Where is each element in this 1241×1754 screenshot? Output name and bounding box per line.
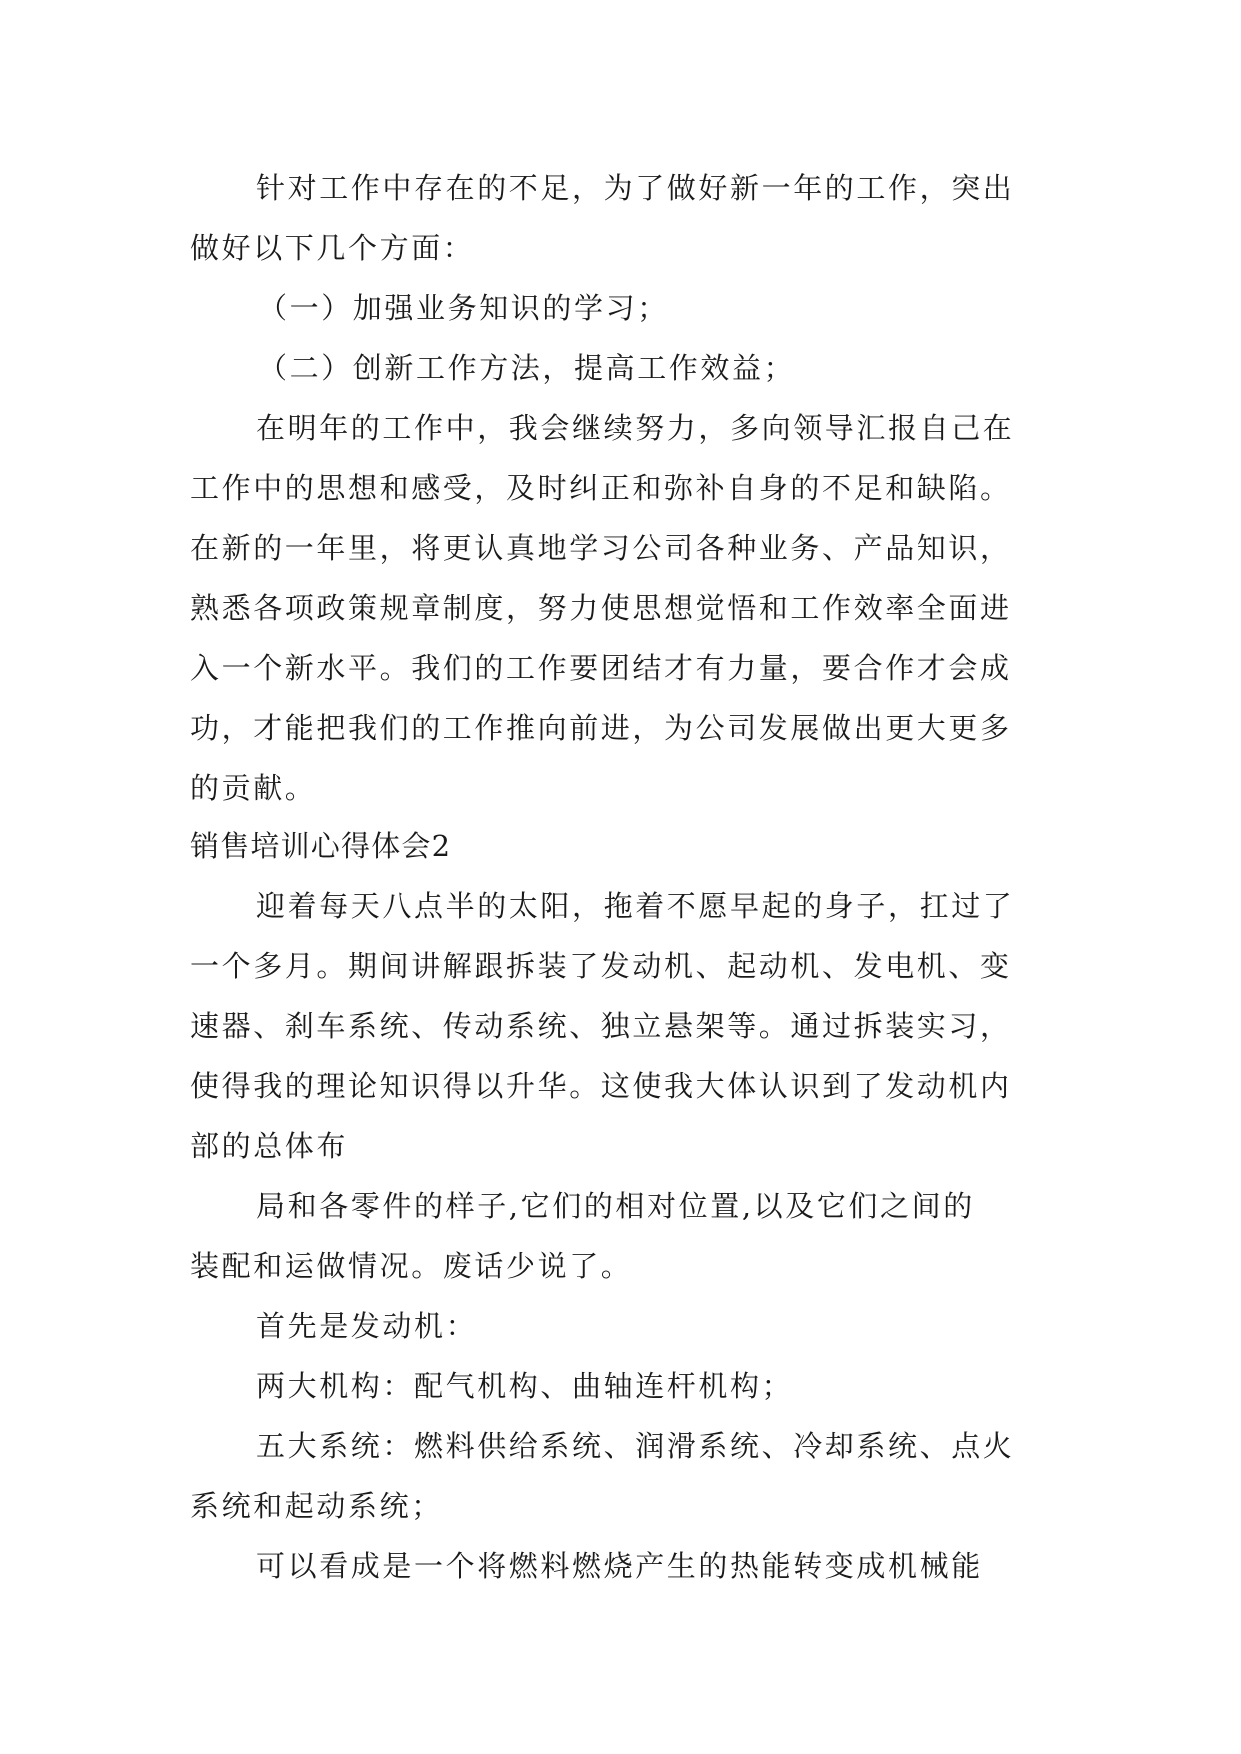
paragraph-line: 系统和起动系统； — [190, 1489, 443, 1523]
paragraph-line: 的贡献。 — [190, 771, 317, 805]
paragraph-line: 速器、刹车系统、传动系统、独立悬架等。通过拆装实习， — [190, 1009, 1012, 1043]
paragraph-line: 在明年的工作中，我会继续努力，多向领导汇报自己在 — [256, 411, 1015, 445]
paragraph-line: 熟悉各项政策规章制度，努力使思想觉悟和工作效率全面进 — [190, 591, 1012, 625]
paragraph-line: 一个多月。期间讲解跟拆装了发动机、起动机、发电机、变 — [190, 949, 1012, 983]
paragraph-line: 首先是发动机： — [256, 1309, 478, 1343]
paragraph-line: 装配和运做情况。废话少说了。 — [190, 1249, 633, 1283]
paragraph-line: 局和各零件的样子,它们的相对位置,以及它们之间的 — [256, 1189, 975, 1223]
paragraph-line: 针对工作中存在的不足，为了做好新一年的工作，突出 — [256, 171, 1015, 205]
paragraph-line: 工作中的思想和感受，及时纠正和弥补自身的不足和缺陷。 — [190, 471, 1012, 505]
list-item: （一）加强业务知识的学习； — [258, 291, 669, 325]
paragraph-line: 使得我的理论知识得以升华。这使我大体认识到了发动机内 — [190, 1069, 1012, 1103]
paragraph-line: 迎着每天八点半的太阳，拖着不愿早起的身子，扛过了 — [256, 889, 1015, 923]
list-item: （二）创新工作方法，提高工作效益； — [258, 351, 796, 385]
paragraph-line: 入一个新水平。我们的工作要团结才有力量，要合作才会成 — [190, 651, 1012, 685]
paragraph-line: 两大机构：配气机构、曲轴连杆机构； — [256, 1369, 794, 1403]
paragraph-line: 做好以下几个方面： — [190, 231, 475, 265]
section-heading: 销售培训心得体会2 — [190, 829, 452, 863]
paragraph-line: 五大系统：燃料供给系统、润滑系统、冷却系统、点火 — [256, 1429, 1015, 1463]
paragraph-line: 功，才能把我们的工作推向前进，为公司发展做出更大更多 — [190, 711, 1012, 745]
paragraph-line: 在新的一年里，将更认真地学习公司各种业务、产品知识， — [190, 531, 1012, 565]
paragraph-line: 部的总体布 — [190, 1129, 349, 1163]
paragraph-line: 可以看成是一个将燃料燃烧产生的热能转变成机械能 — [256, 1549, 983, 1583]
